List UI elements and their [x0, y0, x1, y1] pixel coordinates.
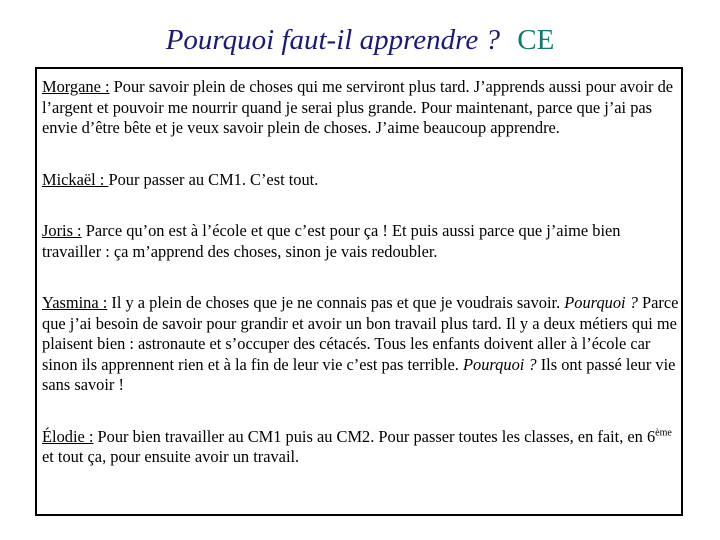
- question-pourquoi: Pourquoi ?: [564, 293, 638, 312]
- response-joris: [42, 221, 682, 262]
- title-text: Pourquoi faut-il apprendre ?: [165, 24, 500, 56]
- response-text: Ils ont passé leur vie sans savoir !: [42, 354, 676, 394]
- student-name: Morgane :: [42, 77, 110, 96]
- response-text: Parce que j’ai besoin de savoir pour grandir et avoir un bon travail plus tard. Il y a deux métiers qui me plaisent bien : astronaute et s’occuper des cétacés. Tous les enfants doivent aller à l’école car sinon ils apprennent rien et à la fin de leur vie c’est pas terrible.: [42, 293, 679, 374]
- response-yasmina: [42, 293, 682, 396]
- response-text: Il y a plein de choses que je ne connais pas et que je voudrais savoir.: [107, 293, 565, 312]
- page-title: [0, 20, 720, 60]
- student-name: Yasmina :: [42, 293, 108, 312]
- ordinal-suffix: ème: [655, 427, 672, 439]
- response-text: et tout ça, pour ensuite avoir un travail.: [42, 447, 300, 466]
- response-text: Pour savoir plein de choses qui me serviront plus tard. J’apprends aussi pour avoir de l’argent et pouvoir me nourrir quand je serai plus grande. Pour maintenant, parce que j’ai pas envie d’être bête et je veux savoir plein de choses. J’aime beaucoup apprendre.: [42, 77, 674, 137]
- response-text: Parce qu’on est à l’école et que c’est pour ça ! Et puis aussi parce que j’aime bien travailler : ça m’apprend des choses, sinon je vais redoubler.: [42, 221, 621, 261]
- response-morgane: [42, 77, 682, 139]
- response-text: Pour bien travailler au CM1 puis au CM2. Pour passer toutes les classes, en fait, en 6: [93, 426, 656, 446]
- student-name: Joris :: [42, 221, 82, 240]
- response-text: Pour passer au CM1. C’est tout.: [108, 169, 319, 189]
- response-elodie: [42, 427, 682, 468]
- title-class-tag: CE: [517, 24, 555, 56]
- responses-list: [42, 77, 682, 468]
- student-name: Élodie :: [42, 426, 94, 446]
- question-pourquoi: Pourquoi ?: [463, 354, 537, 374]
- response-mickael: [42, 170, 682, 191]
- student-name: Mickaël :: [42, 169, 109, 189]
